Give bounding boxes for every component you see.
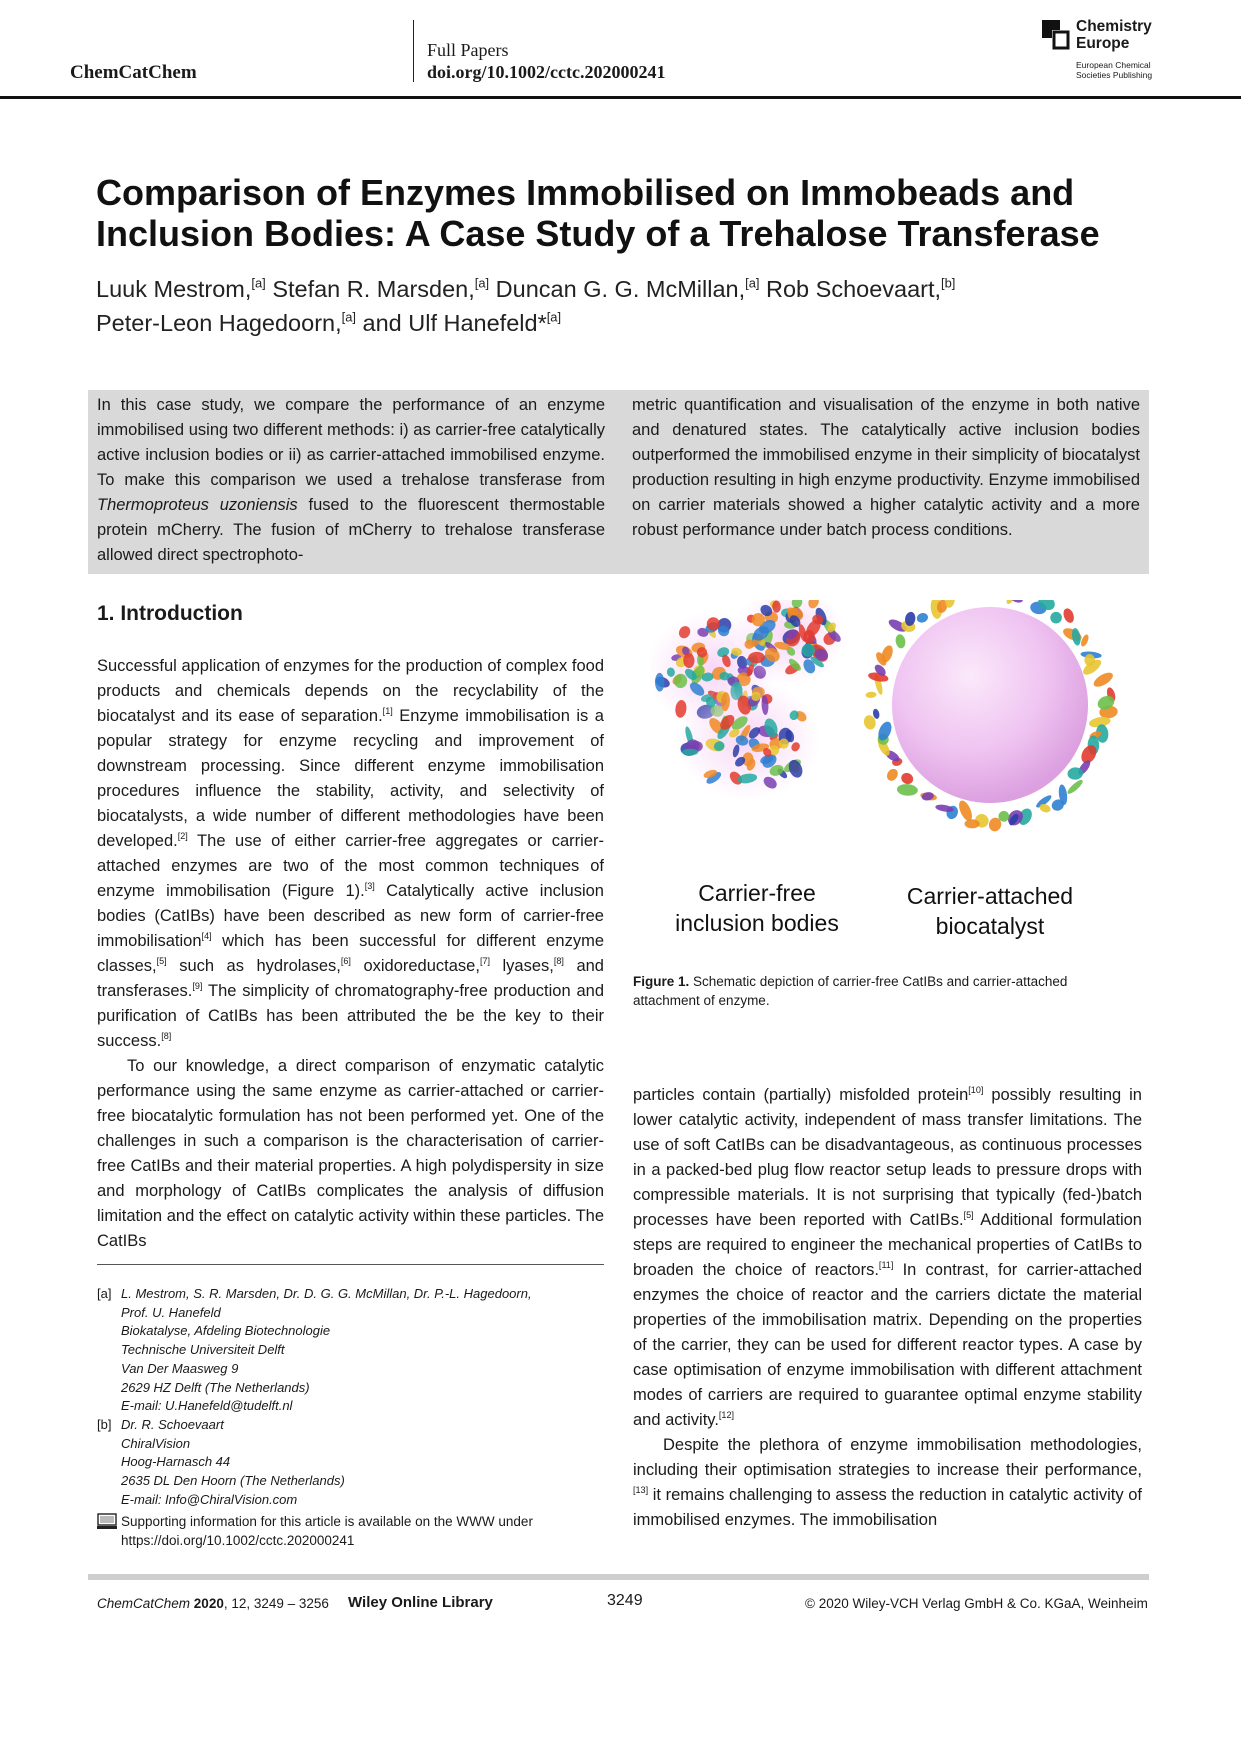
attached-enzyme: [1066, 778, 1085, 796]
author-affiliation: [a]: [546, 309, 562, 325]
figure-label-left-2: inclusion bodies: [675, 910, 839, 936]
affiliation-line: Technische Universiteit Delft: [121, 1342, 285, 1358]
citation-ref[interactable]: [9]: [192, 981, 203, 992]
header-divider: [413, 20, 414, 82]
author-name: Peter-Leon Hagedoorn,: [96, 310, 342, 336]
enzyme-cluster-group: [650, 600, 1118, 833]
email-link[interactable]: E-mail: U.Hanefeld@tudelft.nl: [121, 1398, 293, 1414]
computer-icon: [97, 1513, 121, 1550]
doi-link[interactable]: doi.org/10.1002/cctc.202000241: [427, 62, 666, 82]
body-column-left: [97, 654, 604, 1254]
paragraph: particles contain (partially) misfolded protein[10] possibly resulting in lower catalytic activity, independent of mass transfer limitations. The use of soft CatIBs can be disadvantageous, as continuous processes in a packed-bed plug flow reactor setup leads to pressure drops with compressible materials. It is not surprising that typically (fed-)batch processes have been reported with CatIBs.[5] Additional formulation steps are required to engineer the mechanical properties of CatIBs to broaden the choice of reactors.[11] In contrast, for carrier-attached enzymes the choice of reactor and the carriers dictate the material properties of the immobilisation matrix. Depending on the properties of the carrier, they can be used for different reactor types. A case by case optimisation of enzyme immobilisation with different attachment modes of carriers are required to guarantee optimal enzyme stability and activity.[12]: [633, 1085, 1142, 1429]
affiliation-tag: [b]: [97, 1416, 112, 1432]
affiliation-line: ChiralVision: [121, 1435, 191, 1451]
citation-ref[interactable]: [13]: [633, 1485, 649, 1496]
author-affiliation: [b]: [941, 275, 956, 291]
affiliations: [97, 1285, 604, 1509]
attached-enzyme: [899, 771, 915, 786]
figure-label-right-2: biocatalyst: [935, 913, 1045, 939]
body-column-right: [633, 1083, 1142, 1533]
email-link[interactable]: E-mail: Info@ChiralVision.com: [121, 1491, 298, 1507]
author-affiliation: [a]: [474, 275, 490, 291]
affiliation-line: 2629 HZ Delft (The Netherlands): [121, 1379, 310, 1395]
author-name: Duncan G. G. McMillan,: [495, 276, 746, 302]
logo-sub-1: European Chemical: [1076, 60, 1151, 70]
inclusion-body-cluster: [682, 749, 698, 756]
affiliation-line: Hoog-Harnasch 44: [121, 1454, 231, 1470]
supporting-info: [97, 1513, 604, 1550]
citation-ref[interactable]: [8]: [161, 1031, 172, 1042]
citation-ref[interactable]: [11]: [878, 1260, 894, 1271]
citation-ref[interactable]: [1]: [382, 706, 393, 717]
author-name: Rob Schoevaart,: [766, 276, 942, 302]
logo-line-1: Chemistry: [1076, 18, 1152, 35]
footer-journal: ChemCatChem: [97, 1596, 191, 1611]
attached-enzyme: [885, 767, 900, 783]
citation-ref[interactable]: [4]: [201, 931, 212, 942]
journal-name: ChemCatChem: [70, 62, 197, 83]
footer-rule: [88, 1574, 1149, 1580]
attached-enzyme: [956, 799, 974, 823]
attached-enzyme: [1091, 670, 1115, 690]
citation-ref[interactable]: [5]: [963, 1210, 974, 1221]
attached-enzyme: [1048, 610, 1064, 626]
supporting-info-text[interactable]: Supporting information for this article is available on the WWW under https://doi.org/10.1002/cctc.202000241: [121, 1514, 533, 1548]
attached-enzyme: [972, 600, 990, 601]
species-name: Thermoproteus uzoniensis: [97, 496, 298, 514]
abstract-left: In this case study, we compare the performance of an enzyme immobilised using two different methods: i) as carrier-free catalytically active inclusion bodies or ii) as carrier-attached immobilised enzyme. To make this comparison we used a trehalose transferase from Thermoproteus uzoniensis fused to the fluorescent thermostable protein mCherry. The fusion of mCherry to trehalose transferase allowed direct spectrophoto-: [97, 396, 606, 564]
author-affiliation: [a]: [745, 275, 760, 291]
article-title: Comparison of Enzymes Immobilised on Immobeads and Inclusion Bodies: A Case Study of a Trehalose Transferase: [96, 172, 1100, 254]
paragraph: To our knowledge, a direct comparison of enzymatic catalytic performance using the same enzyme as carrier-attached or carrier-free biocatalytic formulation has not been performed yet. One of the challenges in such a comparison is the characterisation of carrier-free CatIBs and their material properties. A high polydispersity in size and morphology of CatIBs complicates the analysis of diffusion limitation and the effect on catalytic activity within these particles. The CatIBs: [97, 1057, 604, 1250]
chemistry-europe-logo-icon: [1042, 20, 1070, 50]
page-number: 3249: [607, 1592, 643, 1609]
citation-ref[interactable]: [12]: [718, 1410, 735, 1421]
attached-enzyme: [897, 783, 919, 796]
copyright: © 2020 Wiley-VCH Verlag GmbH & Co. KGaA, Weinheim: [805, 1596, 1148, 1611]
section-heading-introduction: 1. Introduction: [97, 602, 243, 625]
attached-enzyme: [1080, 633, 1091, 647]
footer-year: 2020: [193, 1596, 224, 1611]
author-name: Stefan R. Marsden,: [272, 276, 475, 302]
caption-text: Schematic depiction of carrier-free CatIBs and carrier-attached attachment of enzyme.: [633, 974, 1068, 1008]
author-name: Luuk Mestrom,: [96, 276, 252, 302]
author-affiliation: [a]: [341, 309, 356, 325]
header-rule: [0, 96, 1241, 99]
wiley-online-library-link[interactable]: Wiley Online Library: [348, 1594, 493, 1611]
affiliation-line: L. Mestrom, S. R. Marsden, Dr. D. G. G. McMillan, Dr. P.-L. Hagedoorn,: [121, 1286, 532, 1301]
figure-1-illustration: [650, 600, 1150, 945]
affiliation-line: Prof. U. Hanefeld: [121, 1304, 221, 1320]
figure-label-left-1: Carrier-free: [698, 880, 816, 906]
citation-ref[interactable]: [6]: [340, 956, 351, 967]
affiliation-tag: [a]: [97, 1286, 112, 1301]
author-list: [96, 272, 1096, 340]
caption-label: Figure 1.: [633, 974, 690, 989]
attached-enzyme: [895, 633, 907, 649]
chemistry-europe-logo: [1042, 18, 1172, 82]
citation-ref[interactable]: [8]: [553, 956, 564, 967]
affiliation-line: Biokatalyse, Afdeling Biotechnologie: [121, 1323, 331, 1339]
attached-enzyme: [916, 612, 930, 624]
affiliation-line: Van Der Maasweg 9: [121, 1360, 239, 1376]
citation-ref[interactable]: [7]: [479, 956, 491, 967]
attached-enzyme: [1062, 607, 1076, 624]
figure-caption: [633, 972, 1133, 1010]
footer-volume-pages: , 12, 3249 – 3256: [223, 1596, 329, 1611]
section-label: Full Papers: [427, 40, 509, 60]
logo-line-2: Europe: [1076, 35, 1130, 52]
carrier-bead: [892, 607, 1088, 803]
abstract-right: metric quantification and visualisation of the enzyme in both native and denatured states. The catalytically active inclusion bodies outperformed the immobilised enzyme in their simplicity of biocatalyst production resulting in high enzyme productivity. Enzyme immobilised on carrier materials showed a higher catalytic activity and a more robust performance under batch process conditions.: [632, 396, 1140, 539]
attached-enzyme: [865, 691, 876, 698]
figure-1: [650, 600, 1150, 945]
author-affiliation: [a]: [251, 275, 266, 291]
citation-ref[interactable]: [5]: [156, 956, 167, 967]
affiliation-b: [97, 1416, 604, 1510]
citation-ref[interactable]: [10]: [968, 1085, 984, 1096]
author-name: and Ulf Hanefeld*: [362, 310, 547, 336]
citation-ref[interactable]: [3]: [364, 881, 375, 892]
affiliation-a: [97, 1285, 604, 1416]
affiliation-line: 2635 DL Den Hoorn (The Netherlands): [121, 1473, 345, 1489]
affiliation-line: Dr. R. Schoevaart: [121, 1416, 224, 1432]
paragraph: Despite the plethora of enzyme immobilisation methodologies, including their optimisation strategies to increase their performance,[13] it remains challenging to assess the reduction in catalytic activity of immobilised enzymes. The immobilisation: [633, 1436, 1142, 1529]
abstract-box: [88, 390, 1149, 574]
footnote-rule: [97, 1264, 604, 1265]
paragraph: Successful application of enzymes for the production of complex food products and chemicals depends on the recyclability of the biocatalyst and its ease of separation.[1] Enzyme immobilisation is a popular strategy for enzyme recycling and improvement of downstream processing. Since different enzyme immobilisation procedures influence the stability, activity, and selectivity of biocatalysts, a wide number of different methodologies have been developed.[2] The use of either carrier-free aggregates or carrier-attached enzymes are two of the most common techniques of enzyme immobilisation (Figure 1).[3] Catalytically active inclusion bodies (CatIBs) have been described as new form of carrier-free immobilisation[4] which has been successful for different enzyme classes,[5] such as hydrolases,[6] oxidoreductase,[7] lyases,[8] and transferases.[9] The simplicity of chromatography-free production and purification of CatIBs has been attributed the be the key to their success.[8]: [97, 657, 604, 1050]
figure-label-right-1: Carrier-attached: [906, 883, 1074, 909]
footer-citation: [97, 1596, 329, 1611]
citation-ref[interactable]: [2]: [177, 831, 188, 842]
logo-sub-2: Societies Publishing: [1076, 70, 1153, 80]
